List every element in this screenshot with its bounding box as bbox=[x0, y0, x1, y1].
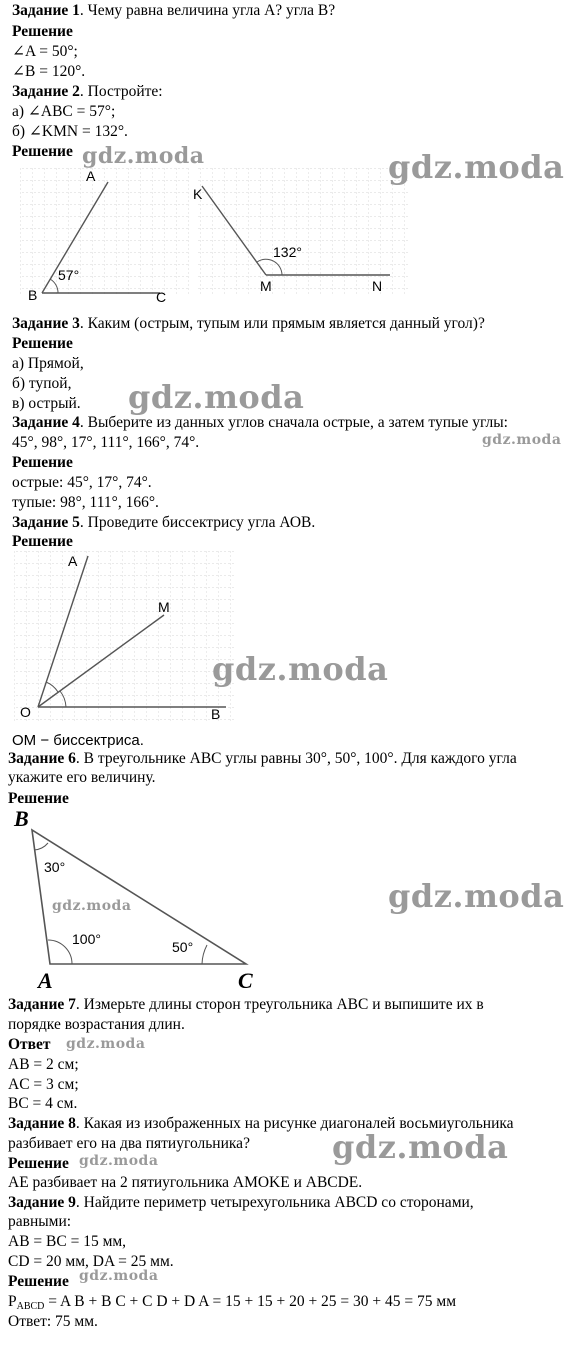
answer-line: ∠A = 50°; bbox=[12, 43, 78, 60]
label-c: C bbox=[156, 289, 167, 305]
label-c: C bbox=[238, 968, 253, 993]
task-line: разбивает его на два пятиугольника? bbox=[8, 1135, 250, 1152]
figure-bisector bbox=[14, 551, 236, 726]
watermark: gdz.moda bbox=[482, 432, 562, 448]
label-n: N bbox=[372, 278, 383, 294]
watermark: gdz.moda bbox=[52, 898, 132, 914]
label-k: K bbox=[193, 186, 203, 202]
task-text: . Измерьте длины сторон треугольника ABC и выпишите их в bbox=[75, 996, 484, 1013]
arc-b bbox=[34, 843, 48, 850]
task-text: . Каким (острым, тупым или прямым является данный угол)? bbox=[79, 315, 485, 332]
perimeter-subscript: ABCD bbox=[16, 1301, 45, 1312]
label-angle-c: 50° bbox=[172, 939, 194, 955]
watermark: gdz.moda bbox=[79, 1268, 159, 1284]
label-a: A bbox=[86, 168, 96, 184]
task1-question bbox=[12, 1, 335, 20]
label-b: B bbox=[211, 706, 221, 722]
task-label: Задание 2 bbox=[12, 83, 80, 100]
task-label: Задание 5 bbox=[12, 514, 80, 531]
task5-question bbox=[12, 513, 315, 532]
task3-question bbox=[12, 314, 485, 333]
solution-heading: Решение bbox=[12, 143, 73, 160]
label-b: B bbox=[28, 287, 38, 303]
label-m: M bbox=[158, 599, 170, 615]
label-a: A bbox=[68, 553, 78, 569]
label-a: A bbox=[38, 968, 53, 993]
task-line: равными: bbox=[8, 1213, 72, 1230]
task-label: Задание 8 bbox=[8, 1115, 76, 1132]
task2-question bbox=[12, 82, 163, 101]
answer-line: AE разбивает на 2 пятиугольника AMOKE и ABCDE. bbox=[8, 1174, 363, 1191]
solution-heading: Решение bbox=[12, 454, 73, 471]
label-angle-a: 100° bbox=[72, 931, 101, 947]
task7-question bbox=[8, 995, 484, 1014]
task-line: б) ∠KMN = 132°. bbox=[12, 123, 128, 140]
solution-heading: Решение bbox=[12, 533, 73, 550]
watermark: gdz.moda bbox=[128, 378, 305, 416]
label-angle-b: 30° bbox=[44, 859, 66, 875]
task-label: Задание 7 bbox=[8, 996, 76, 1013]
task-label: Задание 3 bbox=[12, 315, 80, 332]
task-line: AB = BC = 15 мм, bbox=[8, 1233, 127, 1250]
task-text: . Чему равна величина угла А? угла В? bbox=[79, 2, 336, 19]
final-answer: Ответ: 75 мм. bbox=[8, 1313, 98, 1330]
task9-question bbox=[8, 1193, 474, 1212]
caption: ОМ − биссектриса. bbox=[12, 732, 144, 749]
label-o: O bbox=[20, 704, 31, 720]
task-text: . В треугольнике ABC углы равны 30°, 50°, 100°. Для каждого угла bbox=[75, 750, 517, 767]
watermark: gdz.moda bbox=[79, 1153, 159, 1169]
label-b: B bbox=[14, 806, 29, 831]
answer-heading: Ответ bbox=[8, 1036, 51, 1053]
watermark: gdz.moda bbox=[212, 650, 389, 688]
triangle-abc bbox=[32, 830, 246, 964]
task-text: . Постройте: bbox=[79, 83, 163, 100]
watermark: gdz.moda bbox=[82, 143, 205, 169]
task-label: Задание 4 bbox=[12, 414, 80, 431]
task-label: Задание 9 bbox=[8, 1194, 76, 1211]
solution-heading: Решение bbox=[8, 790, 69, 807]
answer-line: а) Прямой, bbox=[12, 355, 84, 372]
watermark: gdz.moda bbox=[332, 1128, 509, 1166]
task-line: 45°, 98°, 17°, 111°, 166°, 74°. bbox=[12, 434, 200, 451]
figure-triangle bbox=[10, 806, 260, 996]
answer-line: ∠B = 120°. bbox=[12, 63, 86, 80]
task-text: . Какая из изображенных на рисунке диагоналей восьмиугольника bbox=[75, 1115, 514, 1132]
grid bbox=[14, 551, 236, 723]
perimeter-expression: = A B + B C + C D + D A = 15 + 15 + 20 + 25 = 30 + 45 = 75 мм bbox=[44, 1293, 457, 1310]
task-line: порядке возрастания длин. bbox=[8, 1016, 185, 1033]
answer-line: BC = 4 см. bbox=[8, 1095, 78, 1112]
perimeter-symbol: P bbox=[8, 1293, 17, 1310]
answer-line: тупые: 98°, 111°, 166°. bbox=[12, 494, 159, 511]
task-label: Задание 1 bbox=[12, 2, 80, 19]
arc-a bbox=[48, 940, 72, 964]
arc-c bbox=[202, 945, 207, 964]
solution-heading: Решение bbox=[12, 23, 73, 40]
task-text: . Выберите из данных углов сначала острые, а затем тупые углы: bbox=[79, 414, 508, 431]
watermark: gdz.moda bbox=[66, 1036, 146, 1052]
answer-line: AC = 3 см; bbox=[8, 1076, 79, 1093]
figure-angles-57-132 bbox=[20, 168, 410, 308]
task-line: а) ∠ABC = 57°; bbox=[12, 103, 116, 120]
solution-heading: Решение bbox=[8, 1273, 69, 1290]
task-line: укажите его величину. bbox=[8, 769, 156, 786]
answer-line: AB = 2 см; bbox=[8, 1056, 79, 1073]
watermark: gdz.moda bbox=[388, 877, 565, 915]
label-angle-57: 57° bbox=[58, 267, 80, 283]
answer-line: в) острый. bbox=[12, 395, 81, 412]
solution-heading: Решение bbox=[12, 335, 73, 352]
task-text: . Найдите периметр четырехугольника ABCD со сторонами, bbox=[75, 1194, 474, 1211]
label-angle-132: 132° bbox=[273, 244, 302, 260]
answer-line: острые: 45°, 17°, 74°. bbox=[12, 474, 152, 491]
task-label: Задание 6 bbox=[8, 750, 76, 767]
task-text: . Проведите биссектрису угла АОВ. bbox=[79, 514, 316, 531]
answer-line: б) тупой, bbox=[12, 375, 72, 392]
task6-question bbox=[8, 749, 517, 768]
task-line: CD = 20 мм, DA = 25 мм. bbox=[8, 1253, 174, 1270]
grid-right bbox=[198, 168, 410, 296]
solution-heading: Решение bbox=[8, 1155, 69, 1172]
watermark: gdz.moda bbox=[388, 148, 565, 186]
label-m: M bbox=[260, 278, 272, 294]
